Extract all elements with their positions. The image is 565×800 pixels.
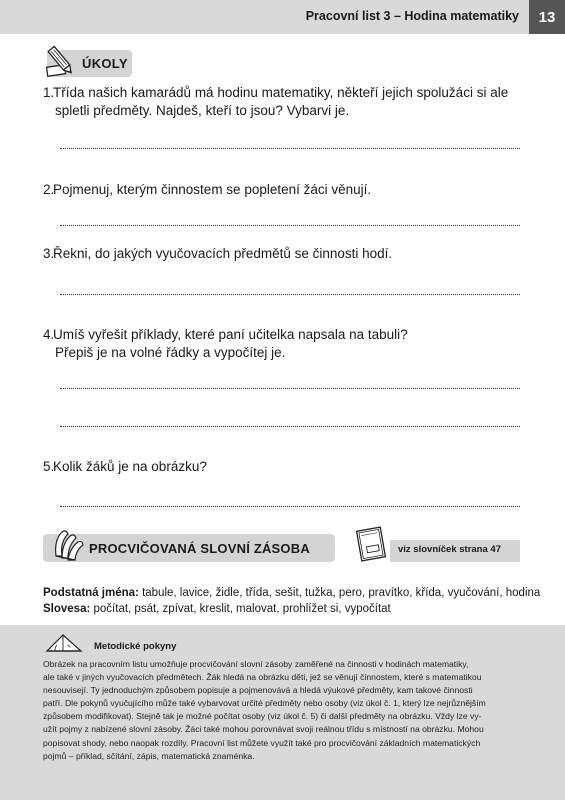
page-number: 13 <box>529 0 565 34</box>
question-number: 3. <box>43 246 55 261</box>
verbs-label: Slovesa: <box>43 603 91 615</box>
question-text: Kolik žáků je na obrázku? <box>53 459 207 474</box>
methodology-title: Metodické pokyny <box>94 641 177 652</box>
answer-line[interactable] <box>60 385 520 389</box>
question-text: Pojmenuj, kterým činnostem se popletení žáci věnují. <box>53 182 372 197</box>
question-text: Třída našich kamarádů má hodinu matematiky, někteří jejich spolužáci si ale <box>53 85 509 100</box>
verbs-list: počítat, psát, zpívat, kreslit, malovat, prohlížet si, vypočítat <box>93 603 391 615</box>
methodology-line: pojmů – příklad, sčítání, zápis, matematická znaménka. <box>43 750 255 761</box>
question-number: 5. <box>43 459 55 474</box>
geometry-triangle-icon <box>43 632 87 654</box>
methodology-line: patří. Dle pokynů vyučujícího může také vybarvovat určité předměty nebo osoby (viz úkol č. 1, který lze nejrůznějším <box>43 698 486 709</box>
ribbon-icon <box>50 526 88 564</box>
question-number: 2. <box>43 182 55 197</box>
dictionary-reference: viz slovníček strana 47 <box>398 544 501 555</box>
nouns-list: tabule, lavice, židle, třída, sešit, tužka, pero, pravítko, křída, vyučování, hodina <box>142 587 541 599</box>
question-3 <box>43 245 523 263</box>
question-2 <box>43 181 523 199</box>
pencil-icon <box>43 40 83 80</box>
methodology-line: užít pojmy z nabízené slovní zásoby. Žáci také mohou porovnávat svoji reálnou třídu s místností na obrázku. Mohou <box>43 724 484 735</box>
question-5 <box>43 458 523 476</box>
question-text: spletli předměty. Najdeš, kteří to jsou? Vybarvi je. <box>55 103 350 118</box>
methodology-line: Obrázek na pracovním listu umožňuje procvičování slovní zásoby zaměřené na činnosti v hodinách matematiky, <box>43 659 469 669</box>
question-1 <box>43 84 523 120</box>
methodology-line: nesouvisejí. Ty jednoduchým způsobem popisuje a pojmenovává a hledá výukové předměty, kam takové činnosti <box>43 685 473 696</box>
tasks-label: ÚKOLY <box>82 56 128 71</box>
answer-line[interactable] <box>60 503 520 507</box>
book-icon <box>353 524 389 564</box>
methodology-text <box>43 658 521 763</box>
question-number: 4. <box>43 327 55 342</box>
answer-line[interactable] <box>60 291 520 295</box>
verbs-line <box>43 601 391 617</box>
methodology-line: způsobem modifikovat). Stejně tak je možné počítat osoby (viz úkol č. 5) či další předměty na obrázku. Vždy lze vy- <box>43 711 482 722</box>
methodology-line: popisovat shody, nebo naopak rozdíly. Pracovní list můžete využít také pro procvičování základních matematických <box>43 737 481 748</box>
nouns-label: Podstatná jména: <box>43 587 139 599</box>
page-title: Pracovní list 3 – Hodina matematiky <box>305 9 519 23</box>
question-text: Řekni, do jakých vyučovacích předmětů se činnosti hodí. <box>53 246 393 261</box>
nouns-line <box>43 585 540 601</box>
question-4 <box>43 326 523 362</box>
methodology-line: ale také v jiných vyučovacích předmětech. Žák hledá na obrázku děti, jež se věnují činnostem, které s matematikou <box>43 672 482 683</box>
question-text: Umíš vyřešit příklady, které paní učitelka napsala na tabuli? <box>53 327 408 342</box>
question-number: 1. <box>43 85 55 100</box>
svg-text:✎: ✎ <box>67 644 72 650</box>
vocabulary-title: PROCVIČOVANÁ SLOVNÍ ZÁSOBA <box>89 541 310 556</box>
answer-line[interactable] <box>60 423 520 427</box>
question-text: Přepiš je na volné řádky a vypočítej je. <box>55 345 286 360</box>
answer-line[interactable] <box>60 145 520 149</box>
answer-line[interactable] <box>60 222 520 226</box>
